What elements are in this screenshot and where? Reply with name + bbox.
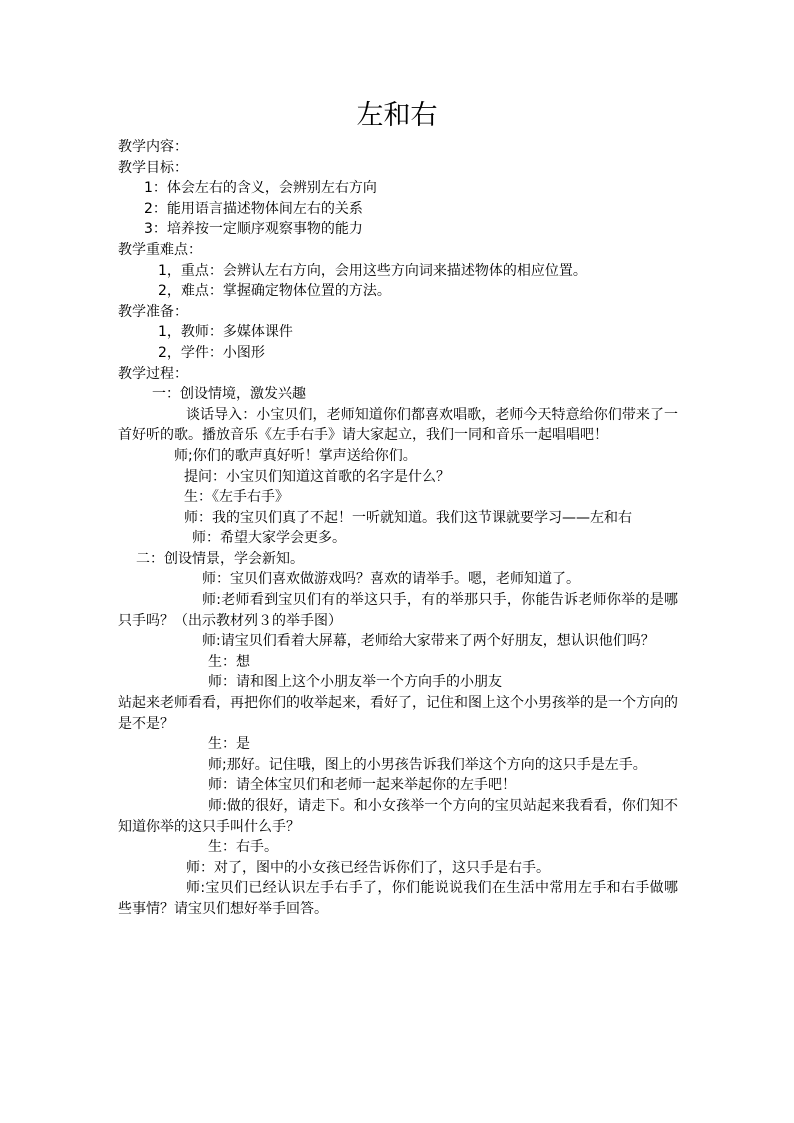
key-point-item: 2，难点：掌握确定物体位置的方法。 [158,283,391,300]
paragraph: 师:做的很好，请走下。和小女孩举一个方向的宝贝站起来我看看，你们知不知道你举的这只手叫什么手？ [118,798,678,835]
paragraph: 师;那好。记住哦，图上的小男孩告诉我们举这个方向的这只手是左手。 [208,756,647,773]
objective-item: 2：能用语言描述物体间左右的关系 [144,200,363,217]
paragraph: 师:请宝贝们看着大屏幕，老师给大家带来了两个好朋友，想认识他们吗？ [202,633,655,650]
section-heading: 二：创设情景，学会新知。 [136,550,304,567]
document-title: 左和右 [356,100,438,131]
dialogue-line: 提问：小宝贝们知道这首歌的名字是什么？ [184,468,450,485]
section-heading: 一：创设情境，激发兴趣 [152,386,306,403]
heading-preparation: 教学准备： [118,303,188,320]
key-point-item: 1，重点：会辨认左右方向，会用这些方向词来描述物体的相应位置。 [158,262,587,279]
paragraph: 站起来老师看看，再把你们的收举起来，看好了，记住和图上这个小男孩举的是一个方向的是不是？ [118,695,678,732]
paragraph: 谈话导入：小宝贝们，老师知道你们都喜欢唱歌，老师今天特意给你们带来了一首好听的歌。播放音乐《左手右手》请大家起立，我们一同和音乐一起唱唱吧！ [118,406,678,444]
heading-objectives: 教学目标： [118,159,188,176]
paragraph: 师:宝贝们已经认识左手右手了，你们能说说我们在生活中常用左手和右手做哪些事情？请宝贝们想好举手回答。 [118,880,678,917]
preparation-item: 2，学件：小图形 [158,344,265,361]
document-body [118,137,678,920]
heading-content: 教学内容： [118,139,188,155]
dialogue-line: 生：右手。 [208,839,278,856]
paragraph: 师:老师看到宝贝们有的举这只手，有的举那只手，你能告诉老师你举的是哪只手吗？（出示教材列３的举手图） [118,592,678,629]
dialogue-line: 师：请全体宝贝们和老师一起来举起你的左手吧！ [208,777,516,794]
dialogue-line: 师;你们的歌声真好听！掌声送给你们。 [174,447,417,464]
dialogue-line: 生：《左手右手》 [184,489,289,506]
dialogue-line: 师：对了，图中的小女孩已经告诉你们了，这只手是右手。 [186,859,550,876]
objective-item: 1：体会左右的含义，会辨别左右方向 [144,180,377,197]
dialogue-line: 生：是 [208,736,250,753]
heading-key-points: 教学重难点： [118,241,202,258]
dialogue-line: 师：宝贝们喜欢做游戏吗？喜欢的请举手。嗯，老师知道了。 [202,571,580,588]
preparation-item: 1，教师：多媒体课件 [158,324,293,341]
paragraph: 师：我的宝贝们真了不起！一听就知道。我们这节课就要学习——左和右 [184,509,632,526]
dialogue-line: 师：希望大家学会更多。 [192,530,346,547]
heading-process: 教学过程： [118,365,188,382]
dialogue-line: 生：想 [208,653,250,670]
objective-item: 3：培养按一定顺序观察事物的能力 [144,221,363,238]
dialogue-line: 师：请和图上这个小朋友举一个方向手的小朋友 [208,674,502,691]
